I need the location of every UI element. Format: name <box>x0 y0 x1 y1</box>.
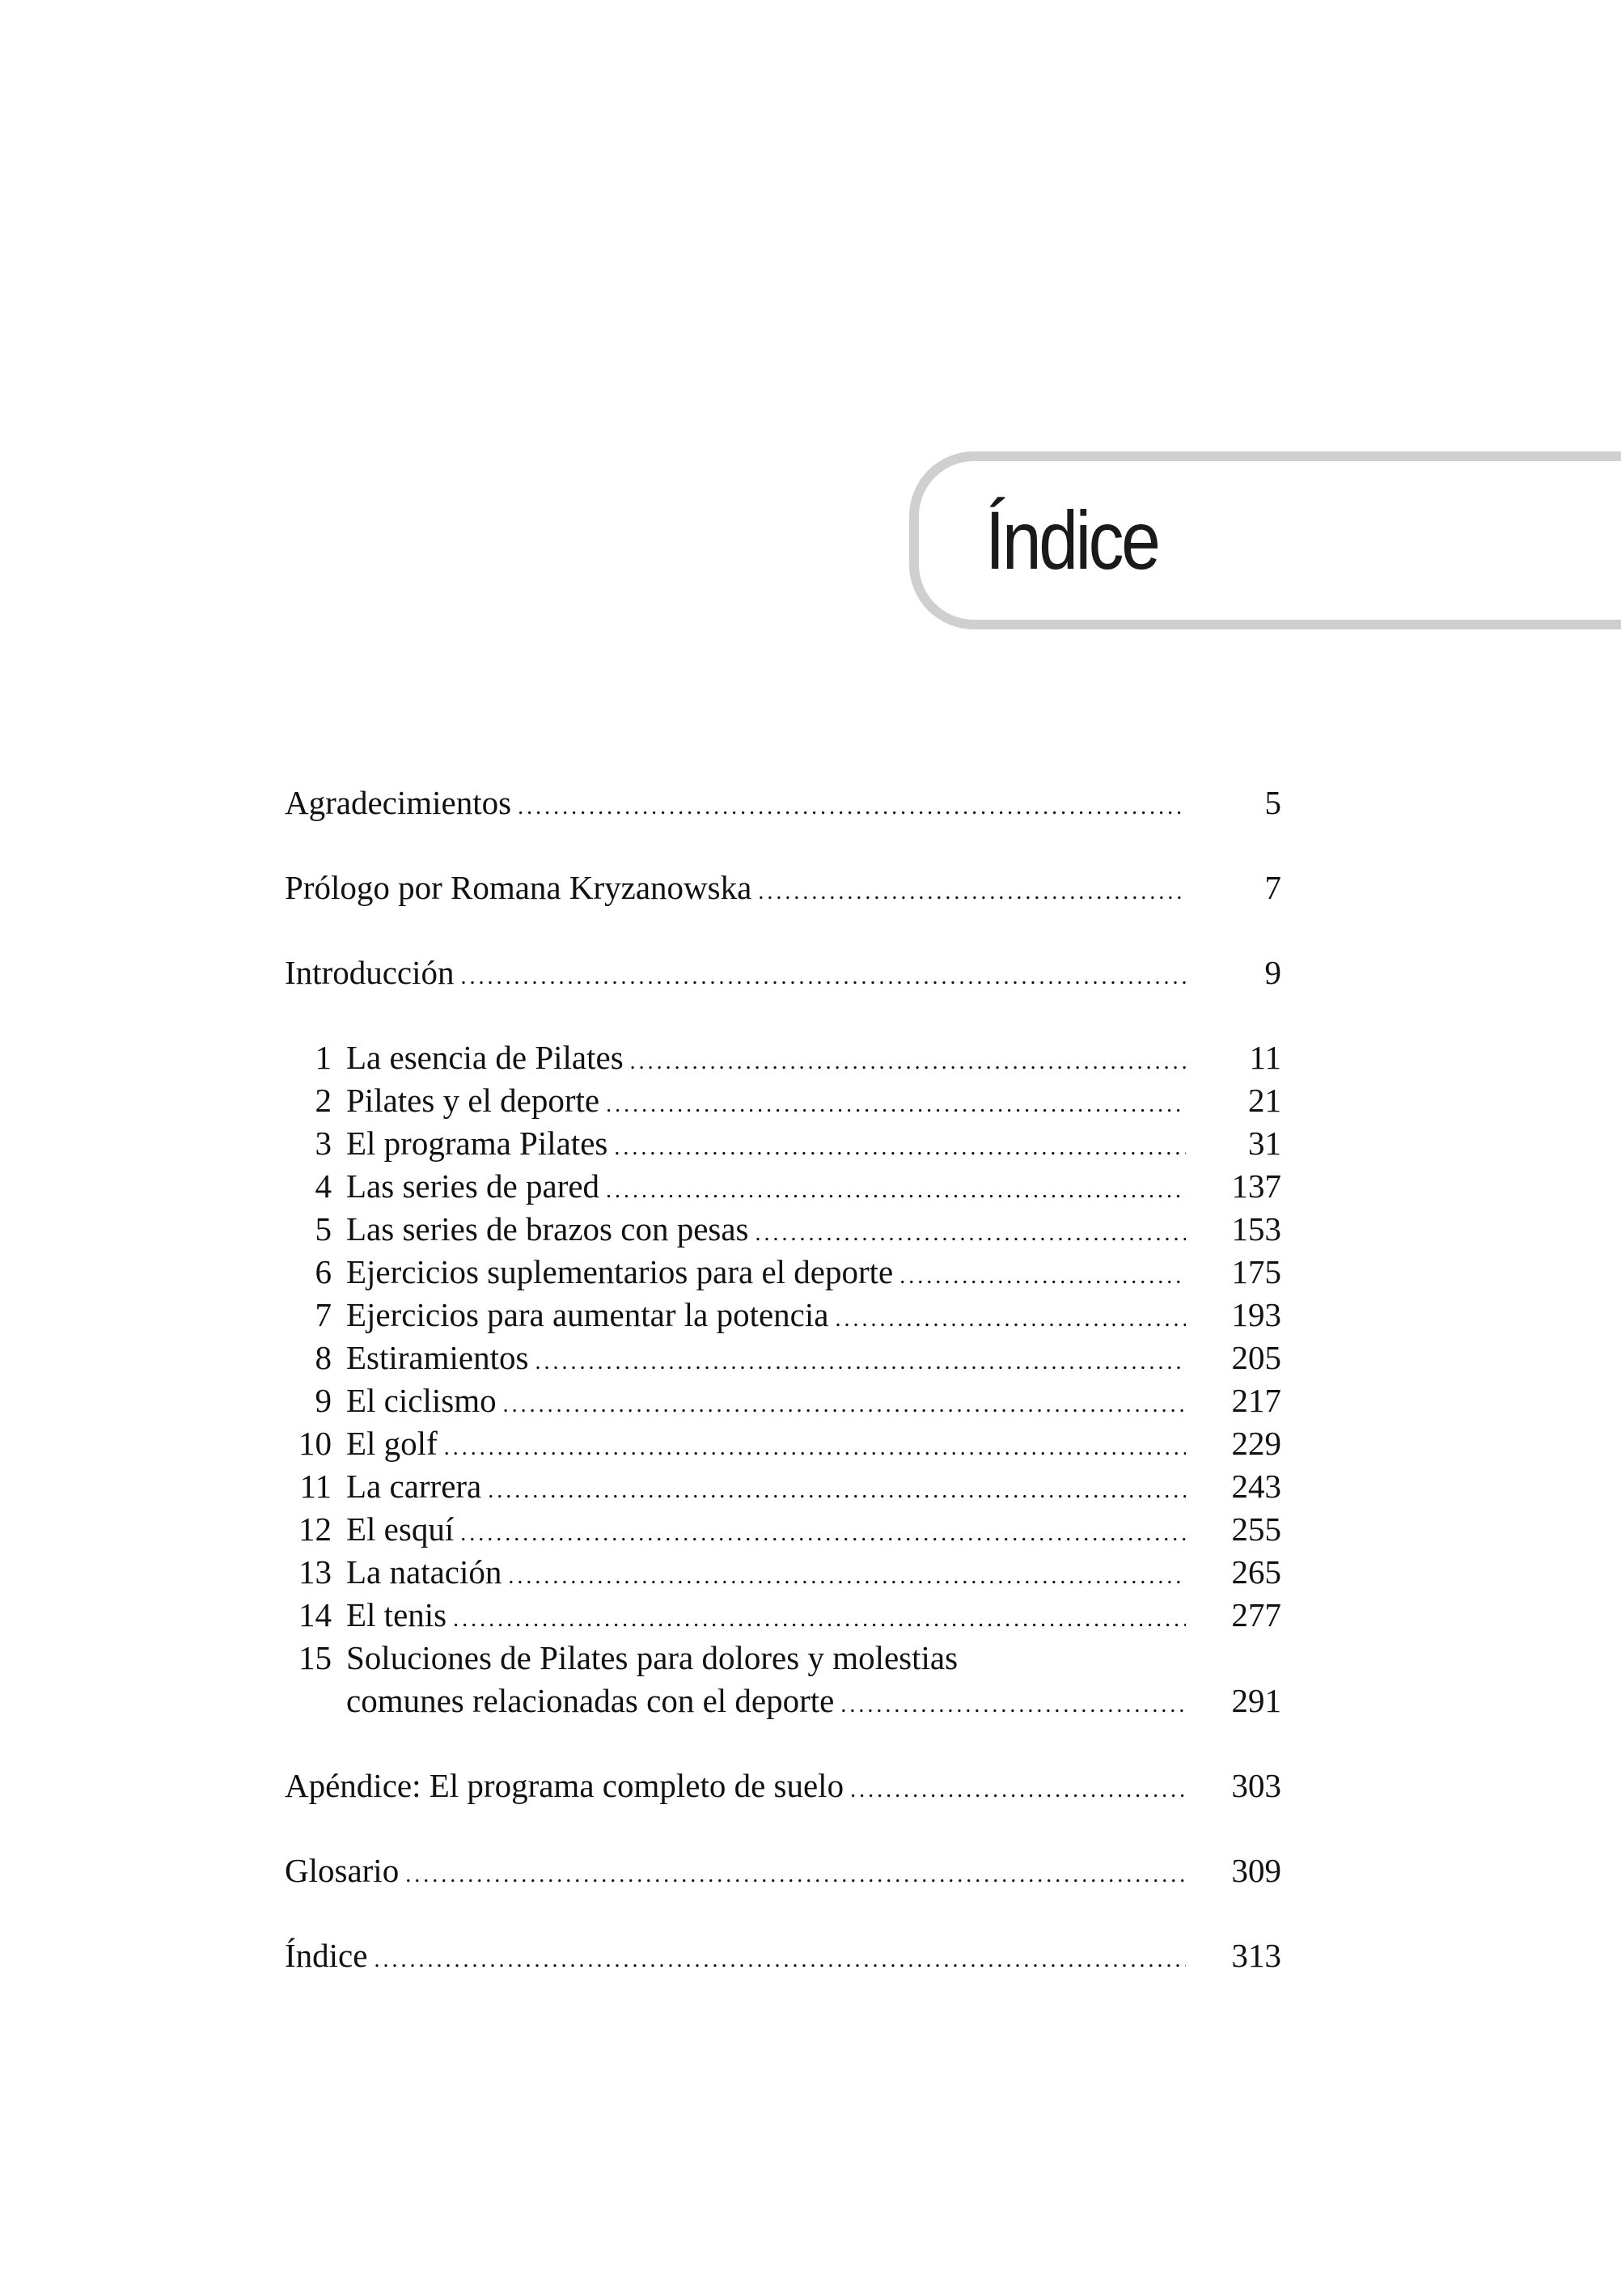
chapter-number: 11 <box>299 1468 332 1505</box>
dot-leader <box>614 1126 1186 1169</box>
toc-chapter-entry[interactable] <box>285 1165 1281 1208</box>
toc-entry[interactable] <box>285 1849 1281 1892</box>
toc-entry-page: 205 <box>1231 1339 1281 1376</box>
toc-chapter-entry[interactable] <box>285 1251 1281 1294</box>
dot-leader <box>488 1469 1186 1512</box>
toc-chapter-entry[interactable] <box>285 1122 1281 1165</box>
chapter-number: 1 <box>315 1039 332 1076</box>
toc-entry-label: El esquí <box>346 1510 455 1548</box>
toc-entry[interactable] <box>285 951 1281 994</box>
toc-chapter-entry[interactable] <box>285 1337 1281 1379</box>
toc-entry-page: 291 <box>1231 1682 1281 1719</box>
dot-leader <box>374 1938 1186 1981</box>
toc-entry-label: Ejercicios para aumentar la potencia <box>346 1296 829 1333</box>
toc-entry-page: 153 <box>1231 1210 1281 1248</box>
chapter-number: 12 <box>298 1510 332 1548</box>
toc-entry-label: La natación <box>346 1553 502 1591</box>
toc-entry-label: El programa Pilates <box>346 1125 608 1162</box>
dot-leader <box>606 1169 1186 1212</box>
chapter-number: 3 <box>315 1125 332 1162</box>
chapter-number: 9 <box>315 1382 332 1419</box>
table-of-contents <box>285 782 1281 1977</box>
toc-chapter-entry[interactable] <box>285 1594 1281 1637</box>
toc-entry-page: 9 <box>1264 954 1281 991</box>
toc-entry-label: Glosario <box>285 1852 400 1889</box>
toc-entry-page: 175 <box>1231 1253 1281 1290</box>
toc-entry[interactable] <box>285 866 1281 909</box>
toc-chapter-entry[interactable] <box>285 1294 1281 1337</box>
toc-entry-page: 5 <box>1264 784 1281 821</box>
toc-entry-label: La carrera <box>346 1468 482 1505</box>
toc-chapter-entry[interactable] <box>285 1208 1281 1251</box>
toc-entry-label: El golf <box>346 1425 438 1462</box>
dot-leader <box>835 1298 1186 1341</box>
toc-entry-page: 193 <box>1231 1296 1281 1333</box>
toc-entry-page: 11 <box>1249 1039 1281 1076</box>
dot-leader <box>850 1769 1186 1811</box>
toc-entry-label: Agradecimientos <box>285 784 512 821</box>
chapter-number: 6 <box>315 1253 332 1290</box>
toc-entry-page: 243 <box>1231 1468 1281 1505</box>
toc-entry-label: Prólogo por Romana Kryzanowska <box>285 869 752 906</box>
toc-chapter-entry[interactable] <box>285 1379 1281 1422</box>
toc-chapter-entry[interactable] <box>285 1036 1281 1079</box>
toc-chapter-entry[interactable] <box>285 1508 1281 1551</box>
dot-leader <box>508 1555 1186 1598</box>
toc-entry-page: 303 <box>1231 1767 1281 1804</box>
toc-entry-label: Ejercicios suplementarios para el deporte <box>346 1253 894 1290</box>
toc-entry[interactable] <box>285 1934 1281 1977</box>
dot-leader <box>444 1426 1186 1469</box>
dot-leader <box>840 1684 1186 1726</box>
chapter-number: 2 <box>315 1082 332 1119</box>
toc-entry-label: Pilates y el deporte <box>346 1082 600 1119</box>
toc-entry-label: Apéndice: El programa completo de suelo <box>285 1767 844 1804</box>
dot-leader <box>453 1598 1186 1641</box>
toc-entry-page: 7 <box>1264 869 1281 906</box>
toc-entry-label: Las series de pared <box>346 1167 600 1205</box>
toc-entry-page: 31 <box>1248 1125 1281 1162</box>
dot-leader <box>503 1383 1186 1426</box>
toc-entry-label: Soluciones de Pilates para dolores y molestias <box>346 1639 959 1676</box>
dot-leader <box>405 1853 1186 1896</box>
toc-chapter-entry[interactable] <box>285 1422 1281 1465</box>
dot-leader <box>460 1512 1186 1555</box>
toc-chapter-entry[interactable] <box>285 1465 1281 1508</box>
chapter-number: 8 <box>315 1339 332 1376</box>
toc-chapter-entry[interactable] <box>285 1079 1281 1122</box>
dot-leader <box>630 1040 1186 1083</box>
dot-leader <box>606 1083 1186 1126</box>
dot-leader <box>758 871 1186 913</box>
toc-entry-page: 137 <box>1231 1167 1281 1205</box>
toc-entry[interactable] <box>285 782 1281 824</box>
toc-entry-page: 229 <box>1231 1425 1281 1462</box>
dot-leader <box>518 786 1186 828</box>
toc-entry-label: Introducción <box>285 954 455 991</box>
chapter-number: 15 <box>298 1639 332 1676</box>
toc-entry-page: 217 <box>1231 1382 1281 1419</box>
toc-entry-label: Estiramientos <box>346 1339 529 1376</box>
toc-entry-label: La esencia de Pilates <box>346 1039 624 1076</box>
toc-entry-label-continued: comunes relacionadas con el deporte <box>346 1682 835 1719</box>
toc-chapter-entry[interactable] <box>285 1551 1281 1594</box>
chapter-number: 14 <box>298 1596 332 1633</box>
toc-chapter-entry-line2[interactable] <box>285 1680 1281 1722</box>
toc-entry-page: 277 <box>1231 1596 1281 1633</box>
chapter-number: 13 <box>298 1553 332 1591</box>
toc-entry-page: 313 <box>1231 1937 1281 1974</box>
toc-entry[interactable] <box>285 1764 1281 1807</box>
toc-entry-page: 309 <box>1231 1852 1281 1889</box>
toc-entry-label: El tenis <box>346 1596 447 1633</box>
toc-entry-page: 21 <box>1248 1082 1281 1119</box>
toc-chapter-entry-line1[interactable] <box>285 1637 1281 1680</box>
dot-leader <box>460 955 1186 998</box>
dot-leader <box>899 1255 1186 1298</box>
toc-entry-label: Índice <box>285 1937 368 1974</box>
page-title: Índice <box>985 494 1158 587</box>
toc-entry-label: Las series de brazos con pesas <box>346 1210 749 1248</box>
chapter-number: 10 <box>298 1425 332 1462</box>
toc-entry-page: 255 <box>1231 1510 1281 1548</box>
chapter-number: 5 <box>315 1210 332 1248</box>
toc-entry-label: El ciclismo <box>346 1382 497 1419</box>
chapter-number: 4 <box>315 1167 332 1205</box>
toc-entry-page: 265 <box>1231 1553 1281 1591</box>
chapter-number: 7 <box>315 1296 332 1333</box>
dot-leader <box>535 1341 1186 1383</box>
dot-leader <box>755 1212 1186 1255</box>
